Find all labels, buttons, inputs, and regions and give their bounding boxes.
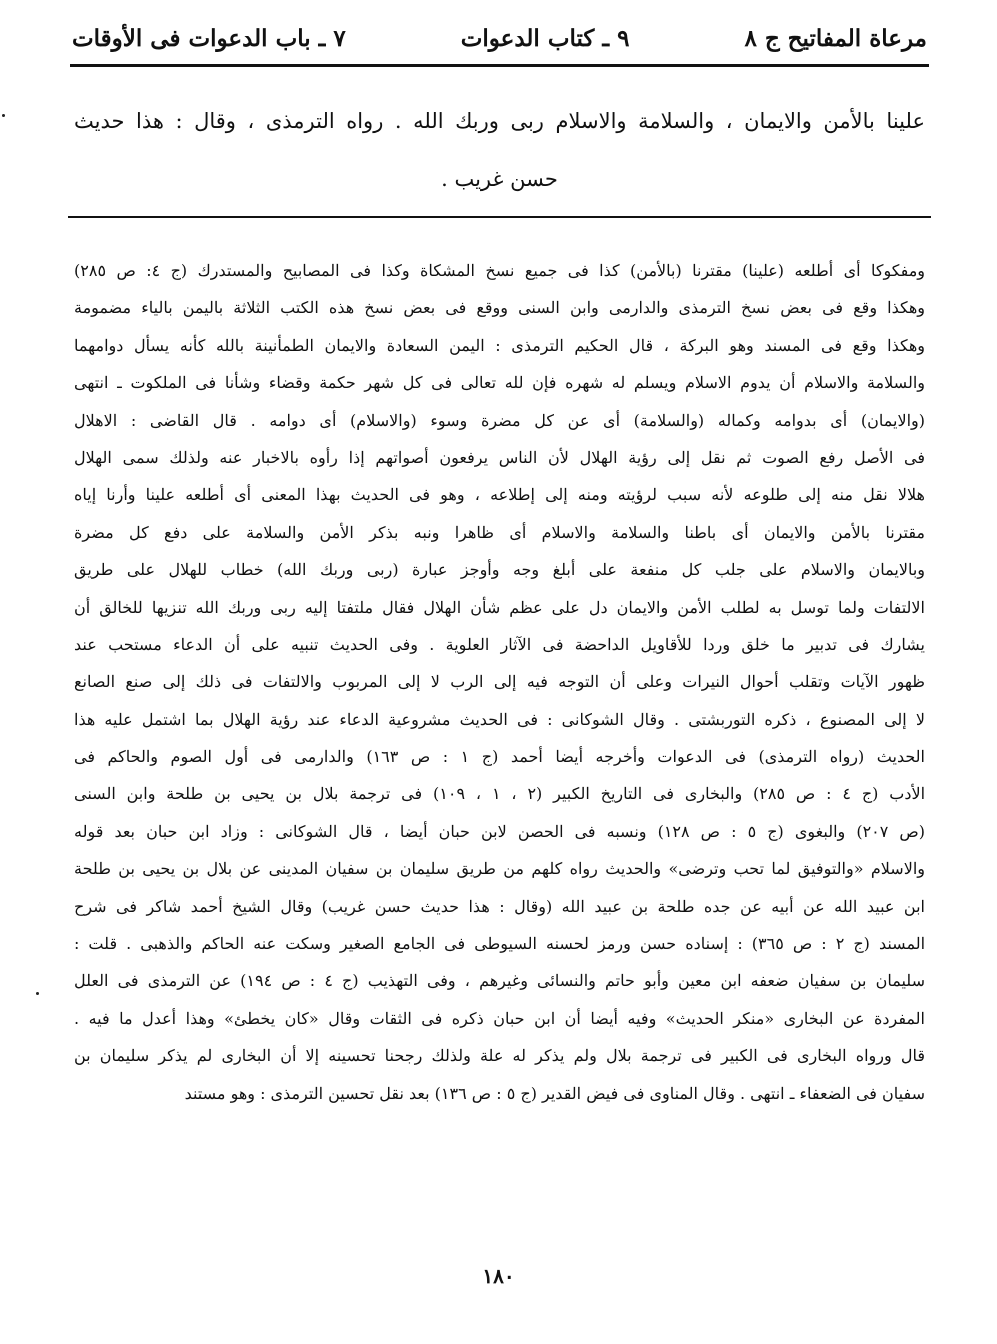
- commentary-line: الحديث (رواه الترمذى) فى الدعوات وأخرجه أيضا أحمد (ج ١ : ص ١٦٣) والدارمى فى أول الصوم والحاكم فى: [74, 747, 925, 767]
- header-kitab: ٩ ـ كتاب الدعوات: [460, 24, 630, 52]
- commentary-line: وهكذا وقع فى المسند وهو البركة ، قال الحكيم الترمذى : اليمن السعادة والايمان الطمأنينة بالله كأنه يسأل دوامهما: [74, 335, 925, 355]
- commentary-line: يشارك فى تدبير ما خلق وردا للأقاويل الداحضة فى الآثار العلوية . وفى الحديث تنبيه على أن الدعاء مستحب عند: [74, 634, 925, 654]
- header-rule: [70, 64, 929, 67]
- commentary-line: هلالا نقل منه إلى طلوعه لأنه سبب لرؤيته ومنه إلى إطلاعه ، وهو فى الحديث بهذا المعنى أى أطلعه علينا وأرنا إياه: [74, 485, 925, 505]
- commentary-line: لا إلى المصنوع ، ذكره التوربشتى . وقال الشوكانى : فى الحديث مشروعية الدعاء عند رؤية الهلال بما اشتمل عليه هذا: [74, 709, 925, 729]
- margin-speck: [2, 114, 5, 117]
- commentary-line: المفردة عن البخارى «منكر الحديث» وفيه أيضا أن ابن حبان ذكره فى الثقات وقال «كان يخطئ» وهذا أعدل ما فيه .: [74, 1008, 925, 1028]
- commentary-line: ابن عبيد الله عن أبيه عن جده طلحة بن عبيد الله (وقال : هذا حديث حسن غريب) وقال الشيخ أحمد شاكر فى شرح: [74, 896, 925, 916]
- commentary-line: والاسلام «والتوفيق لما تحب وترضى» والحديث رواه كلهم من طريق سليمان بن سفيان المدينى عن بلال بن يحيى بن طلحة: [74, 859, 925, 879]
- commentary-line: (ص ٢٠٧) والبغوى (ج ٥ : ص ١٢٨) ونسبه فى الحصن لابن حبان أيضا ، قال الشوكانى : وزاد ابن حبان بعد قوله: [74, 821, 925, 841]
- commentary-line: وهكذا وقع فى بعض نسخ الترمذى والدارمى وابن السنى ووقع فى بعض نسخ هذه الكتب الثلاثة باليمن بالياء مضمومة: [74, 298, 925, 318]
- hadith-text: [74, 92, 925, 208]
- commentary-line: مقترنا بالأمن والايمان أى باطنا والسلامة والاسلام أى ظاهرا ونبه بذكر الأمن والسلامة على دفع كل مضرة: [74, 522, 925, 542]
- commentary-line: الأدب (ج ٤ : ص ٢٨٥) والبخارى فى التاريخ الكبير (٢ ، ١ ، ١٠٩) فى ترجمة بلال بن يحيى بن طلحة وابن السنى: [74, 784, 925, 804]
- commentary-line: الالتفات ولما توسل به لطلب الأمن والايمان دل على عظم شأن الهلال فقال ملتفتا إليه ربى وربك الله تنزيها للخالق أن: [74, 597, 925, 617]
- header-bab: ٧ ـ باب الدعوات فى الأوقات: [72, 24, 346, 52]
- page-number: ١٨٠: [482, 1264, 515, 1288]
- commentary-line: ظهور الآيات وتقلب أحوال النيرات وعلى أن التوجه فيه إلى الرب لا إلى المربوب والالتفات فى ذلك إلى صنع الصانع: [74, 672, 925, 692]
- commentary-line: والسلامة والاسلام أن يدوم الاسلام ويسلم له شهره فإن لله تعالى فى كل شهر حكمة وقضاء وشأنا فى الملكوت ـ انتهى: [74, 373, 925, 393]
- margin-speck: [36, 992, 39, 995]
- hadith-line-1: علينا بالأمن والايمان ، والسلامة والاسلام ربى وربك الله . رواه الترمذى ، وقال : هذا حديث: [74, 109, 925, 133]
- commentary: [74, 252, 925, 1112]
- commentary-line: وبالايمان والاسلام على جلب كل منفعة على أبلغ وجه وأوجز عبارة (ربى وربك الله) خطاب للهلال على طريق: [74, 560, 925, 580]
- commentary-line: المسند (ج ٢ : ص ٣٦٥) : إسناده حسن ورمز لحسنه السيوطى فى الجامع الصغير وسكت عنه الحاكم والذهبى . قلت :: [74, 934, 925, 954]
- hadith-line-2: حسن غريب .: [441, 167, 558, 191]
- section-rule: [68, 216, 931, 218]
- commentary-line: قال ورواه البخارى فى الكبير فى ترجمة بلال ولم يذكر له علة ولذلك رجحنا تحسينه إلا أن البخارى لم يذكر سليمان بن: [74, 1046, 925, 1066]
- commentary-line: فى الأصل رفع الصوت ثم نقل إلى رؤية الهلال لأن الناس يرفعون أصواتهم إذا رأوه بالاخبار عنه ولذلك سمى الهلال: [74, 447, 925, 467]
- commentary-line: سفيان فى الضعفاء ـ انتهى . وقال المناوى فى فيض القدير (ج ٥ : ص ١٣٦) بعد نقل تحسين الترمذى : وهو مستند: [184, 1083, 925, 1103]
- header-book-title: مرعاة المفاتيح ج ٨: [744, 24, 927, 52]
- commentary-line: سليمان بن سفيان ضعفه ابن معين وأبو حاتم والنسائى وغيرهم ، وفى التهذيب (ج ٤ : ص ١٩٤) عن الترمذى فى العلل: [74, 971, 925, 991]
- running-header: [72, 18, 927, 58]
- commentary-line: (والايمان) أى بدوامه وكماله (والسلامة) أى عن كل مضرة وسوء (والاسلام) أى دوامه . قال القاضى : الاهلال: [74, 410, 925, 430]
- commentary-line: ومفكوكا أى أطلعه (علينا) مقترنا (بالأمن) كذا فى جميع نسخ المشكاة وكذا فى المصابيح والمستدرك (ج ٤: ص ٢٨٥): [74, 261, 925, 280]
